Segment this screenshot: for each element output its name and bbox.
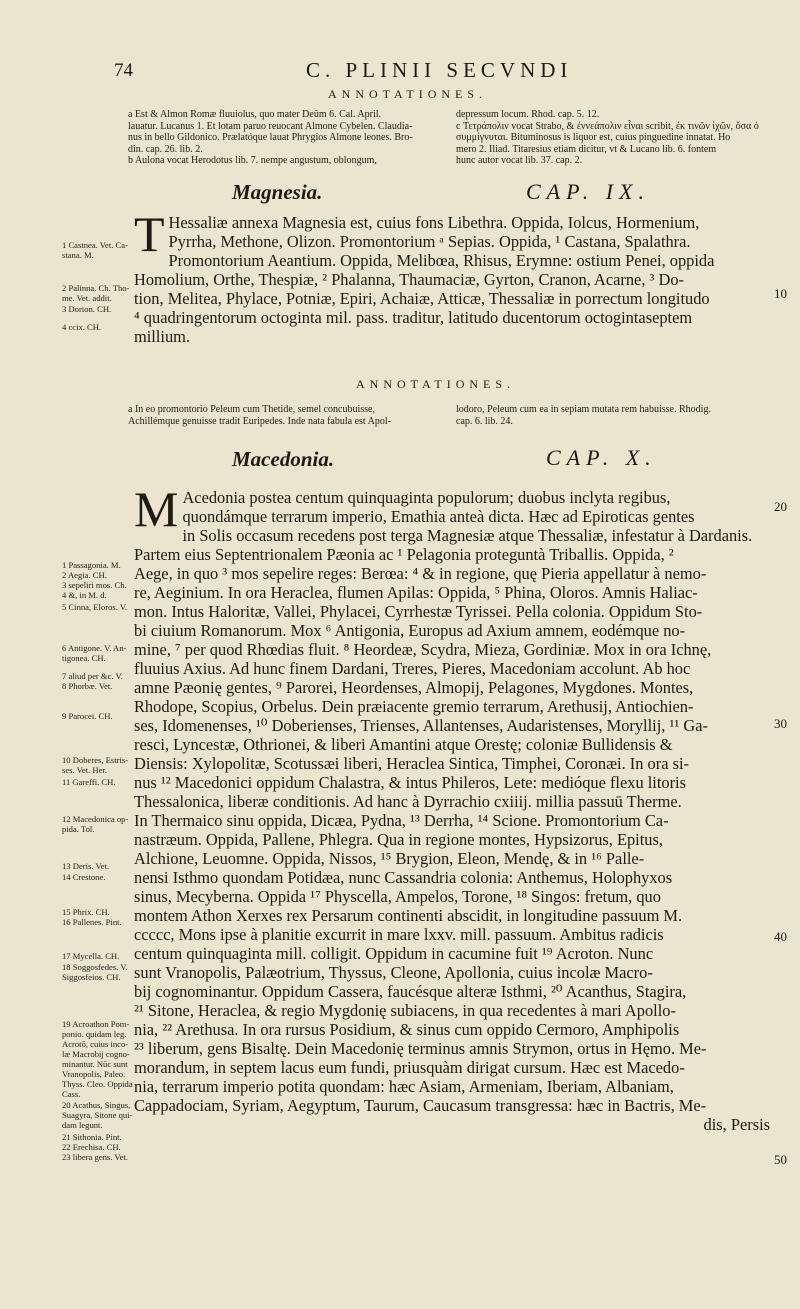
annotation-line: din. cap. 26. lib. 2. — [128, 143, 203, 155]
annotation-line: lauatur. Lucanus 1. Et lotam paruo reuocant Almone Cybelen. Claudia- — [128, 120, 413, 132]
margin-note: 17 Mycella. CH. — [62, 951, 120, 961]
text-line: Homolium, Orthe, Thespiæ, ² Phalanna, Thaumaciæ, Gyrton, Cranon, Acarne, ³ Do- — [134, 270, 685, 289]
margin-note: stana. M. — [62, 250, 94, 260]
annotation-line: hunc autor vocat lib. 37. cap. 2. — [456, 155, 583, 167]
text-line: Thessalonica, liberæ conditionis. Ad hanc à Dyrrachio cxiiij. millia passuū Therme. — [134, 792, 682, 811]
chapter-number: CAP. X. — [546, 445, 657, 470]
margin-note: 21 Sithonia. Pint. — [62, 1132, 122, 1142]
text-line: Aege, in quo ³ mos sepelire reges: Berœa: ⁴ & in regione, quę Pieria appellatur à nemo- — [134, 564, 707, 583]
margin-note: 4 &, in M. d. — [62, 590, 107, 600]
margin-note: 22 Erechisa. CH. — [62, 1142, 121, 1152]
margin-note: pida. Tol. — [62, 824, 95, 834]
text-line: sunt Vranopolis, Palæotrium, Thyssus, Cleone, Apollonia, cuius incolæ Macro- — [134, 963, 653, 982]
margin-note: 10 Doberes, Estris- — [62, 755, 129, 765]
annotation-line: a In eo promontorio Peleum cum Thetide, semel concubuisse, — [128, 404, 375, 415]
text-line: mine, ⁷ per quod Rhœdias fluit. ⁸ Heordeæ, Scydra, Mieza, Gordiniæ. Mox in ora Ichnę, — [134, 640, 712, 659]
line-number: 10 — [774, 286, 787, 301]
annotation-line: lodoro, Peleum cum ea in sepiam mutata rem habuisse. Rhodig. — [456, 404, 711, 415]
margin-note: Acrotō, cuius inco- — [62, 1039, 129, 1049]
text-line: dis, Persis — [703, 1115, 770, 1134]
text-line: amne Pæonię gentes, ⁹ Parorei, Heordenses, Almopij, Pelagones, Mygdones. Montes, — [134, 678, 694, 697]
line-number: 50 — [774, 1152, 787, 1167]
text-line: re, Aeginium. In ora Heraclea, flumen Apilas: Oppida, ⁵ Phina, Oloros. Amnis Haliac- — [134, 583, 698, 602]
margin-note: 20 Acathus, Singus, — [62, 1100, 131, 1110]
line-number: 40 — [774, 929, 787, 944]
margin-note: Siggosfeios. CH. — [62, 972, 121, 982]
margin-note: 18 Soggosfedes. V. — [62, 962, 128, 972]
margin-note: læ Macrobij cogno- — [62, 1049, 130, 1059]
text-line: Promontorium Aeantium. Oppida, Melibœa, Rhisus, Erymne: ostium Penei, oppida — [168, 251, 715, 270]
margin-note: ses. Vet. Her. — [62, 765, 107, 775]
margin-note: 8 Phorbæ. Vet. — [62, 681, 113, 691]
annotations-heading: ANNOTATIONES. — [328, 87, 488, 101]
margin-note: me. Vet. addit. — [62, 293, 112, 303]
margin-note: ponio. quidam leg. — [62, 1029, 127, 1039]
margin-note: 12 Macedonica op- — [62, 814, 129, 824]
text-line: centum quinquaginta mill. colligit. Oppidum in cacumine fuit ¹⁹ Acroton. Nunc — [134, 944, 654, 963]
chapter-number: CAP. IX. — [526, 179, 650, 204]
margin-note: 4 ccix. CH. — [62, 322, 102, 332]
line-number: 20 — [774, 499, 787, 514]
text-line: nia, ²² Arethusa. In ora rursus Posidium, & sinus cum oppido Cermoro, Amphipolis — [134, 1020, 680, 1039]
text-line: Cappadociam, Syriam, Aegyptum, Taurum, Caucasum transgressa: hæc in Bactris, Me- — [134, 1096, 707, 1115]
text-line: millium. — [134, 327, 191, 346]
text-line: Rhodope, Scopius, Orbelus. Dein præiacente gremio terrarum, Arethusij, Antiochien- — [134, 697, 694, 716]
annotation-line: cap. 6. lib. 24. — [456, 415, 513, 427]
section-title-magnesia: Magnesia. — [232, 180, 323, 204]
annotation-line: nus in bello Gildonico. Prælatóque lauat Phrygios Almone leones. Bro- — [128, 132, 413, 144]
section-title-macedonia: Macedonia. — [232, 447, 335, 471]
text-line: resci, Lyncestæ, Othrionei, & liberi Amantini atque Orestę; coloniæ Bullidensis & — [134, 735, 673, 754]
text-line: Hessaliæ annexa Magnesia est, cuius fons Libethra. Oppida, Iolcus, Hormenium, — [168, 213, 700, 232]
margin-note: 11 Gareffi. CH. — [62, 777, 116, 787]
margin-note: 3 Dorion. CH. — [62, 304, 112, 314]
body-text-magnesia — [134, 206, 770, 346]
annotation-column-right — [456, 109, 776, 167]
line-number: 30 — [774, 716, 787, 731]
text-line: Diensis: Xylopolitæ, Scotussæi liberi, Heraclea Sintica, Timphei, Coronæi. In ora si- — [134, 754, 689, 773]
running-title: C. PLINII SECVNDI — [306, 58, 573, 82]
text-line: in Solis occasum recedens post terga Magnesiæ atque Thessaliæ, infestatur à Dardanis. — [182, 526, 753, 545]
margin-note: 1 Castnea. Vet. Ca- — [62, 240, 128, 250]
margin-note: 14 Crestone. — [62, 872, 106, 882]
page-number: 74 — [114, 60, 133, 81]
text-line: In Thermaico sinu oppida, Dicæa, Pydna, ¹³ Derrha, ¹⁴ Scione. Promontorium Ca- — [134, 811, 669, 830]
text-line: nus ¹² Macedonici oppidum Chalastra, & intus Phileros, Lete: medióque flexu litoris — [134, 773, 686, 792]
text-line: ²³ liberum, gens Bisaltę. Dein Macedonię terminus amnis Strymon, ortus in Hęmo. Me- — [134, 1039, 707, 1058]
text-line: Pyrrha, Methone, Olizon. Promontorium ᵃ Sepias. Oppida, ¹ Castana, Spalathra. — [168, 232, 691, 251]
text-line: fluuius Axius. Ad hunc finem Dardani, Treres, Pieres, Macedoniam accolunt. Ab hoc — [134, 659, 691, 678]
annotation-line: a Est & Almon Romæ fluuiolus, quo mater Deûm 6. Cal. April. — [128, 109, 382, 120]
margin-note: minantur. Nūc sunt — [62, 1059, 128, 1069]
margin-note: 3 sepeliri mos. Ch. — [62, 580, 127, 590]
margin-note: 1 Passagonia. M. — [62, 560, 121, 570]
text-line: bi ciuium Romanorum. Mox ⁶ Antigonia, Europus ad Axium amnem, eodémque no- — [134, 621, 686, 640]
body-text-macedonia — [134, 481, 770, 1134]
text-line: nia, terrarum imperio potita quondam: hæc Asiam, Armeniam, Iberiam, Albaniam, — [134, 1077, 674, 1096]
text-line: ⁴ quadringentorum octoginta mil. pass. traditur, latitudo ducentorum octogintaseptem — [134, 308, 693, 327]
annotation-column-right — [456, 404, 776, 427]
margin-note: tigonea. CH. — [62, 653, 106, 663]
annotation-line: Achillémque genuisse tradit Euripedes. Inde nata fabula est Apol- — [128, 415, 391, 427]
annotation-line: c Τετράπολιν vocat Strabo, & ἐννεάπολιν εἶναι scribit, ἐκ τινῶν ἰχῶν, ὅσα ὁ — [456, 120, 759, 132]
drop-cap: T — [134, 206, 165, 262]
text-line: tion, Melitea, Phylace, Potniæ, Epiri, Achaiæ, Atticæ, Thessaliæ in porrectum longitudo — [134, 289, 710, 308]
margin-note: 13 Deris. Vet. — [62, 861, 110, 871]
annotation-line: mero 2. Iliad. Titaresius etiam dicitur, vt & Lucano lib. 6. fontem — [456, 143, 717, 155]
margin-note: Suagyra, Sitone qui- — [62, 1110, 133, 1120]
margin-note: Cass. — [62, 1089, 81, 1099]
annotation-column-left — [128, 404, 450, 427]
margin-note: 6 Antigone. V. An- — [62, 643, 127, 653]
text-line: Alchione, Leuomne. Oppida, Nissos, ¹⁵ Brygion, Eleon, Mendę, & in ¹⁶ Palle- — [134, 849, 645, 868]
text-line: ²¹ Sitone, Heraclea, & regio Mygdonię subiacens, in qua recedentes à mari Apollo- — [134, 1001, 676, 1020]
margin-note: 19 Acroathon Pom- — [62, 1019, 130, 1029]
text-line: montem Athon Xerxes rex Persarum continenti abscidit, in longitudine passuum M. — [134, 906, 683, 925]
margin-note: 23 libera gens. Vet. — [62, 1152, 128, 1162]
margin-note: 7 aliud per &c. V. — [62, 671, 123, 681]
margin-note: 15 Phrix. CH. — [62, 907, 110, 917]
margin-note: 2 Aegia. CH. — [62, 570, 107, 580]
margin-note: 9 Parocei. CH. — [62, 711, 113, 721]
text-line: ccccc, Mons ipse à planitie excurrit in mare lxxv. mill. passuum. Ambitus radicis — [134, 925, 664, 944]
text-line: ses, Idomenenses, ¹⁰ Doberienses, Trienses, Allantenses, Audaristenses, Moryllij, ¹¹ Ga- — [134, 716, 708, 735]
text-line: nensi Isthmo quondam Potidæa, nunc Cassandria colonia: Anthemus, Holophyxos — [134, 868, 673, 887]
margin-note: Vranopolis, Paleo. — [62, 1069, 126, 1079]
margin-note: 2 Palinna. Ch. Tho- — [62, 283, 130, 293]
text-line: nastræum. Oppida, Pallene, Phlegra. Qua in regione montes, Hypsizorus, Epitus, — [134, 830, 663, 849]
margin-note: dam legunt. — [62, 1120, 103, 1130]
annotations-heading: ANNOTATIONES. — [356, 377, 516, 391]
annotation-line: b Aulona vocat Herodotus lib. 7. nempe angustum, oblongum, — [128, 155, 377, 167]
text-line: mon. Intus Haloritæ, Vallei, Phylacei, Cyrrhestæ Tyrissei. Pella colonia. Oppidum Sto- — [134, 602, 703, 621]
text-line: Partem eius Septentrionalem Pæonia ac ¹ Pelagonia proteguntà Triballis. Oppida, ² — [134, 545, 674, 564]
margin-note: Thyss. Cleo. Oppida — [62, 1079, 133, 1089]
text-line: sinus, Mecyberna. Oppida ¹⁷ Physcella, Ampelos, Torone, ¹⁸ Singos: fretum, quo — [134, 887, 661, 906]
annotation-column-left — [128, 109, 450, 167]
drop-cap: M — [134, 481, 179, 537]
text-line: morandum, in septem lacus eum fundi, priusquàm dirigat cursum. Hæc est Macedo- — [134, 1058, 685, 1077]
text-line: Acedonia postea centum quinquaginta populorum; duobus inclyta regibus, — [182, 488, 671, 507]
text-line: bij cognominantur. Oppidum Cassera, faucésque alteræ Isthmi, ²⁰ Acanthus, Stagira, — [134, 982, 687, 1001]
margin-note: 16 Pallenes. Pint. — [62, 917, 122, 927]
annotation-line: συμμίγνυται. Bituminosus is liquor est, cuius pinguedine innatat. Ho — [456, 132, 731, 144]
text-line: quondámque terrarum imperio, Emathia anteà dicta. Hæc ad Epiroticas gentes — [182, 507, 695, 526]
annotation-line: depressum locum. Rhod. cap. 5. 12. — [456, 109, 600, 120]
margin-note: 5 Cinna, Eloros. V. — [62, 602, 128, 612]
